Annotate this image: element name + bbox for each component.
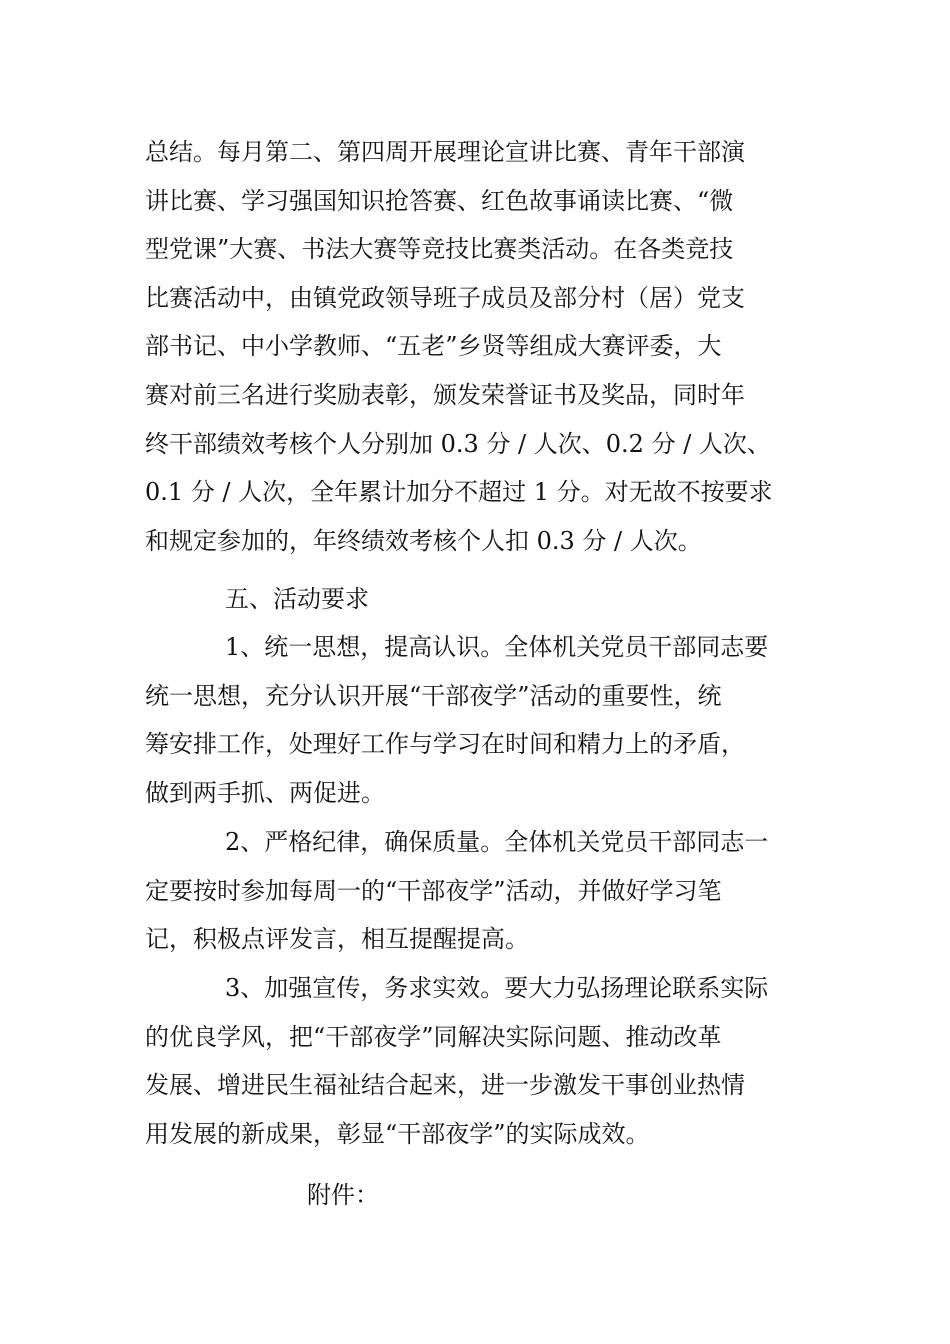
text-line: 赛对前三名进行奖励表彰，颁发荣誉证书及奖品，同时年: [145, 380, 745, 409]
text-line: 的优良学风，把“干部夜学”同解决实际问题、推动改革: [145, 1022, 722, 1051]
text-line: 筹安排工作，处理好工作与学习在时间和精力上的矛盾，: [145, 730, 745, 759]
text-line: 定要按时参加每周一的“干部夜学”活动，并做好学习笔: [145, 876, 722, 905]
text-line: 统一思想，充分认识开展“干部夜学”活动的重要性，统: [145, 681, 722, 710]
attachment-section: [145, 1171, 810, 1220]
heading-activity-requirements: 五、活动要求: [225, 585, 369, 613]
requirement-item-1: [145, 623, 810, 817]
text-line: 2、严格纪律，确保质量。全体机关党员干部同志一: [225, 828, 769, 856]
text-line: 终干部绩效考核个人分别加 0.3 分 / 人次、0.2 分 / 人次、: [145, 429, 771, 458]
text-line: 讲比赛、学习强国知识抢答赛、红色故事诵读比赛、“微: [145, 186, 734, 215]
text-line: 用发展的新成果，彰显“干部夜学”的实际成效。: [145, 1119, 650, 1148]
section-heading: [145, 575, 810, 624]
text-line: 型党课”大赛、书法大赛等竞技比赛类活动。在各类竞技: [145, 235, 734, 264]
attachment-label: 附件：: [307, 1181, 379, 1209]
text-line: 做到两手抓、两促进。: [145, 778, 385, 807]
text-line: 比赛活动中，由镇党政领导班子成员及部分村（居）党支: [145, 283, 745, 312]
text-line: 部书记、中小学教师、“五老”乡贤等组成大赛评委，大: [145, 332, 722, 361]
text-line: 发展、增进民生福祉结合起来，进一步激发干事创业热情: [145, 1071, 745, 1100]
text-line: 1、统一思想，提高认识。全体机关党员干部同志要: [225, 633, 769, 661]
text-line: 记，积极点评发言，相互提醒提高。: [145, 925, 529, 954]
paragraph-scoring: [145, 128, 810, 565]
text-line: 3、加强宣传，务求实效。要大力弘扬理论联系实际: [225, 974, 769, 1002]
requirement-item-2: [145, 818, 810, 964]
text-line: 和规定参加的，年终绩效考核个人扣 0.3 分 / 人次。: [145, 526, 702, 555]
text-line: 总结。每月第二、第四周开展理论宣讲比赛、青年干部演: [145, 138, 745, 166]
requirement-item-3: [145, 964, 810, 1158]
text-line: 0.1 分 / 人次，全年累计加分不超过 1 分。对无故不按要求: [145, 478, 773, 507]
